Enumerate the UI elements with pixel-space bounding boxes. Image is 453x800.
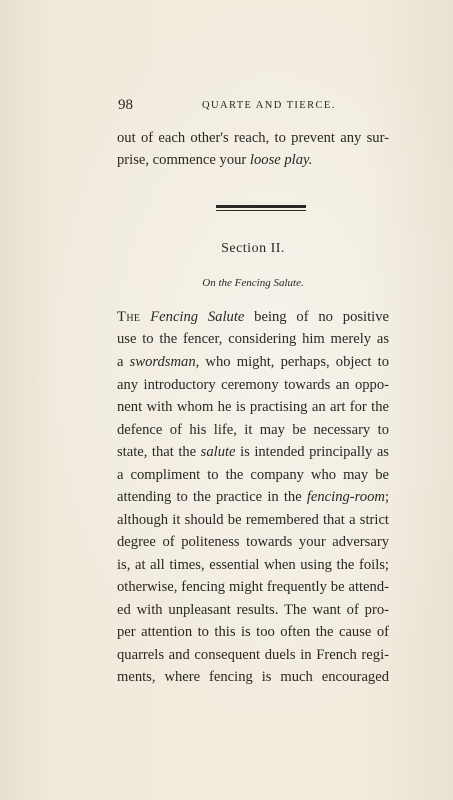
emphasis: loose play. <box>249 152 313 168</box>
text-line: prise, commence your loose play. <box>117 152 313 168</box>
text-line: use to the fencer, considering him merely as <box>117 331 389 347</box>
text-line: defence of his life, it may be necessary to <box>117 422 389 438</box>
text-line: nent with whom he is practising an art for the <box>117 399 389 415</box>
page-number: 98 <box>118 97 133 113</box>
text-line: although it should be remembered that a strict <box>117 512 389 528</box>
text-line: per attention to this is too often the cause of <box>117 624 389 640</box>
section-subtitle: On the Fencing Salute. <box>202 277 304 289</box>
section-divider-rule <box>216 205 306 208</box>
text-line: quarrels and consequent duels in French regi- <box>117 647 389 663</box>
section-divider-rule-thin <box>216 210 306 211</box>
text-line: state, that the salute is intended principally as <box>117 444 389 460</box>
section-heading: Section II. <box>221 241 285 256</box>
text-line: a compliment to the company who may be <box>117 467 389 483</box>
opening-word: The <box>117 309 141 325</box>
text-line: ed with unpleasant results. The want of pro- <box>117 602 389 618</box>
emphasis: Fencing Salute <box>150 309 245 325</box>
running-head-title: QUARTE AND TIERCE. <box>202 100 336 111</box>
text-line: ments, where fencing is much encouraged <box>117 669 389 685</box>
text-line: out of each other's reach, to prevent any sur- <box>117 130 389 146</box>
emphasis: swordsman, <box>129 354 200 370</box>
text-line: is, at all times, essential when using the foils; <box>117 557 389 573</box>
text-line: a swordsman, who might, perhaps, object to <box>117 354 389 370</box>
text-line: The Fencing Salute being of no positive <box>117 309 389 325</box>
text-line: otherwise, fencing might frequently be attend- <box>117 579 389 595</box>
running-head <box>118 97 388 117</box>
text-line: attending to the practice in the fencing-room; <box>117 489 389 505</box>
text-line: any introductory ceremony towards an oppo- <box>117 377 389 393</box>
emphasis: fencing-room <box>306 489 385 505</box>
emphasis: salute <box>200 444 236 460</box>
text-line: degree of politeness towards your adversary <box>117 534 389 550</box>
